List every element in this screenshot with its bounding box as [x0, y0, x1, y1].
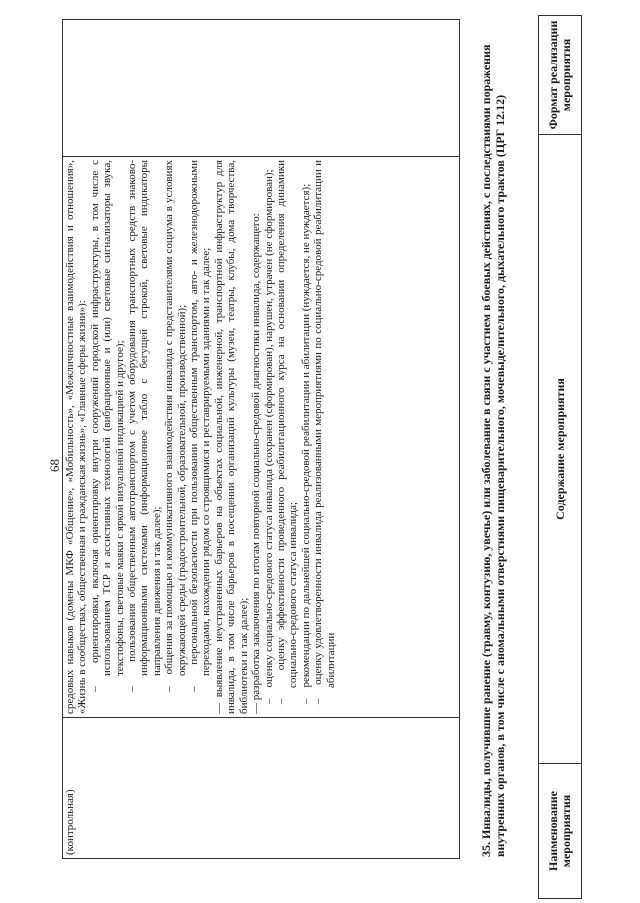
- table-row: [539, 16, 582, 899]
- content-paragraph: — выявление неустраненных барьеров на объектах социальной, инженерной, транспортной инфраструктур для инвалида, в том числе барьеров в посещении организаций культуры (музеи, театры, клубы, дома творчества, библиотеки и так далее);: [212, 160, 250, 714]
- measures-table: [62, 19, 460, 859]
- page-number: 68: [47, 459, 62, 472]
- list-item: – персональной безопасности при пользовании общественным транспортом, авто- и железнодорожными переходами, нахождении рядом со строящимися и реставрируемыми зданиями и так далее;: [188, 160, 213, 692]
- column-header-format: Формат реализации мероприятия: [539, 16, 582, 135]
- column-header-name: Наименование мероприятия: [539, 764, 582, 899]
- list-item: – оценку удовлетворенности инвалида реализованными мероприятиями по социально-средовой реабилитации и абилитации: [312, 159, 337, 704]
- measure-content-cell: [63, 157, 460, 718]
- content-paragraph: — разработка заключения по итогам повторной социально-средовой диагностики инвалида, содержащего:: [250, 213, 263, 714]
- list-item: – пользования общественным автотранспортом с учетом оборудования транспортных средств знаково-информационными системами (информационное табло с бегущей строкой, световые индикаторы направления движения и так далее);: [126, 160, 163, 692]
- section-heading: 35. Инвалиды, получившие ранение (травму, контузию, увечье) или заболевание в связи с участием в боевых действиях, с последствиями поражения внутренних органов, в том числе с аномальными отверстиями пищеварительного, мочевыделительного, дыхательного трактов (ЦРГ 12.12): [479, 44, 507, 857]
- format-cell: [63, 20, 460, 157]
- section-table-header: [538, 15, 582, 899]
- list-item: – оценку эффективности проведенного реабилитационного курса на основании определения динамики социально-средового статуса инвалида;: [274, 159, 300, 704]
- list-item: – ориентировки, включая ориентировку внутри сооружений городской инфраструктуры, в том числе с использованием ТСР и ассистивных технологий (вибрационные и (или) световые сигнализаторы звука, текстофоны, световые маяки с яркой визуальной индикацией и другое);: [88, 160, 126, 692]
- list-item: – рекомендации по дальнейшей социально-средовой реабилитации и абилитации (нуждается, не нуждается);: [299, 183, 312, 704]
- content-intro: средовых навыков (домены МКФ «Общение», «Мобильность», «Межличностные взаимодействия и отношения», «Жизнь в сообществах, общественная и гражданская жизнь», «Главные сферы жизни»):: [64, 160, 89, 714]
- measure-name-cell: (контрольная): [63, 718, 460, 859]
- column-header-content: Содержание мероприятия: [539, 135, 582, 764]
- list-item: – общения за помощью и коммуникативного взаимодействия инвалида с представителями социума в условиях окружающей среды (градостроительной, образовательной, производственной);: [163, 159, 188, 692]
- list-item: – оценку социально-средового статуса инвалида (сохранен (сформирован), нарушен, утрачен (не сформирован);: [262, 169, 275, 704]
- table-row: [63, 20, 460, 859]
